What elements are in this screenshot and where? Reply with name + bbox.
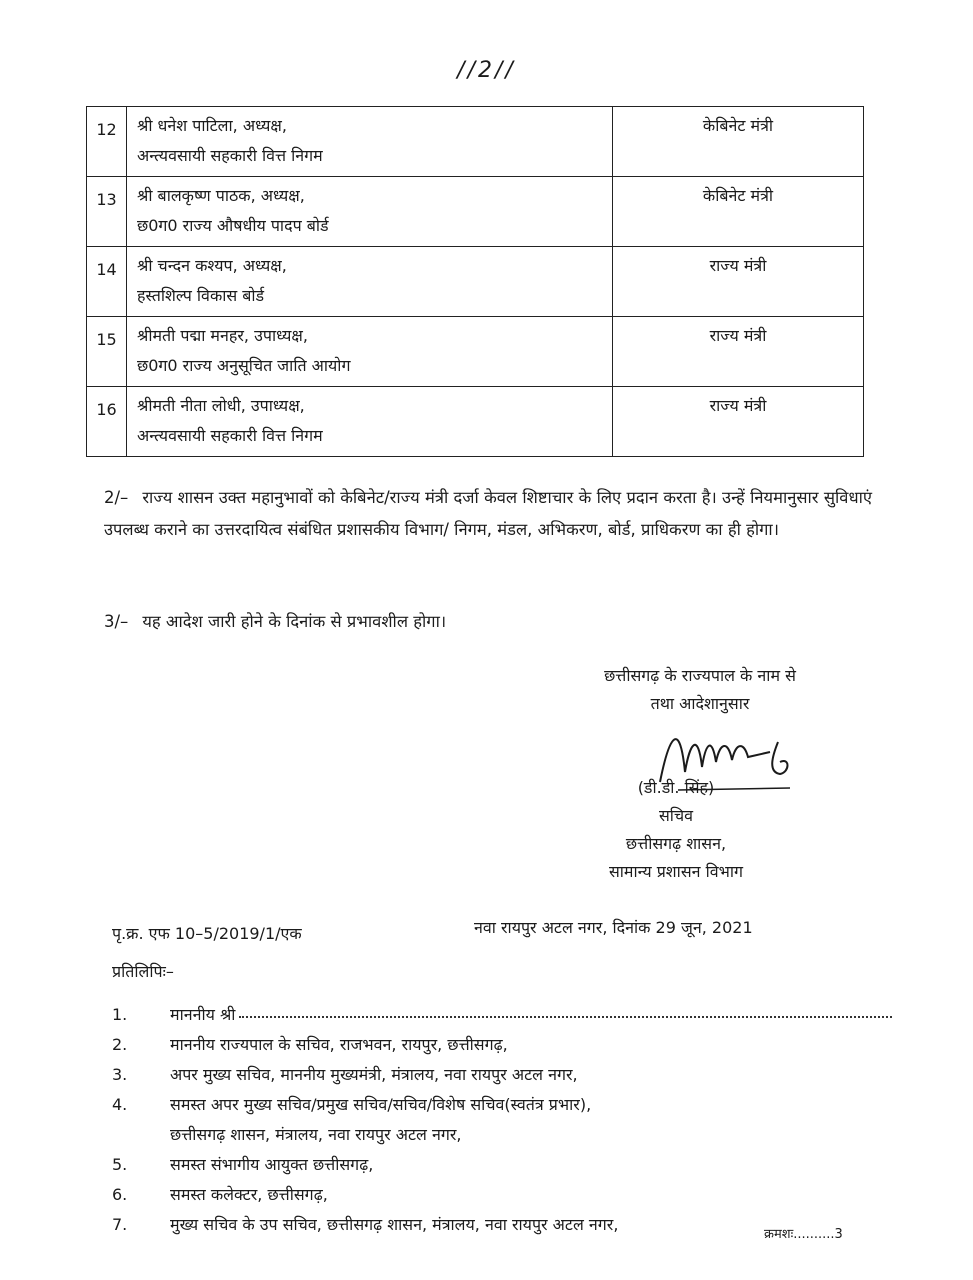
copy-heading: प्रतिलिपिः– (112, 962, 174, 981)
item-number: 6. (112, 1185, 128, 1204)
appointee-cell (127, 107, 613, 177)
table-row (87, 317, 864, 387)
item-number: 7. (112, 1215, 128, 1234)
rank-cell: राज्य मंत्री (613, 247, 864, 317)
paragraph-3 (104, 606, 872, 638)
rank-cell: केबिनेट मंत्री (613, 107, 864, 177)
authority-line-2: तथा आदेशानुसार (650, 694, 750, 713)
item-number: 4. (112, 1095, 128, 1114)
page-number: //2// (457, 58, 516, 83)
signatory-block (526, 774, 826, 886)
rank-cell: राज्य मंत्री (613, 317, 864, 387)
appointee-body: छ0ग0 राज्य औषधीय पादप बोर्ड (137, 216, 329, 235)
appointee-body: अन्त्यवसायी सहकारी वित्त निगम (137, 146, 323, 165)
order-reference: पृ.क्र. एफ 10–5/2019/1/एक (112, 924, 302, 943)
item-text: समस्त कलेक्टर, छत्तीसगढ़, (170, 1185, 328, 1204)
serial-number: 14 (87, 247, 127, 317)
table-row (87, 387, 864, 457)
authority-line (520, 662, 880, 718)
paragraph-number: 2/– (104, 488, 129, 507)
list-item (112, 1150, 892, 1180)
copy-list (112, 1000, 892, 1240)
paragraph-text: यह आदेश जारी होने के दिनांक से प्रभावशील होगा। (142, 612, 447, 631)
item-text: माननीय श्री (170, 1005, 236, 1024)
signatory-government: छत्तीसगढ़ शासन, (625, 834, 727, 853)
item-text: छत्तीसगढ़ शासन, मंत्रालय, नवा रायपुर अटल नगर, (170, 1125, 462, 1144)
list-item (112, 1000, 892, 1030)
appointee-name: श्री चन्दन कश्यप, अध्यक्ष, (137, 256, 287, 275)
appointments-table (86, 106, 864, 457)
list-item (112, 1120, 892, 1150)
rank-cell: राज्य मंत्री (613, 387, 864, 457)
appointee-name: श्रीमती पद्मा मनहर, उपाध्यक्ष, (137, 326, 308, 345)
authority-line-1: छत्तीसगढ़ के राज्यपाल के नाम से (604, 666, 796, 685)
appointee-body: अन्त्यवसायी सहकारी वित्त निगम (137, 426, 323, 445)
continued-marker: क्रमशः..........3 (764, 1227, 843, 1242)
order-date: नवा रायपुर अटल नगर, दिनांक 29 जून, 2021 (474, 918, 753, 937)
paragraph-text: राज्य शासन उक्त महानुभावों को केबिनेट/राज्य मंत्री दर्जा केवल शिष्टाचार के लिए प्रदान करता है। उन्हें नियमानुसार सुविधाएं उपलब्ध कराने का उत्तरदायित्व संबंधित प्रशासकीय विभाग/ निगम, मंडल, अभिकरण, बोर्ड, प्राधिकरण का ही होगा। (104, 488, 872, 539)
item-number: 3. (112, 1065, 128, 1084)
appointee-cell (127, 247, 613, 317)
list-item (112, 1030, 892, 1060)
item-text: अपर मुख्य सचिव, माननीय मुख्यमंत्री, मंत्रालय, नवा रायपुर अटल नगर, (170, 1065, 578, 1084)
serial-number: 15 (87, 317, 127, 387)
item-number: 2. (112, 1035, 128, 1054)
list-item (112, 1090, 892, 1120)
serial-number: 13 (87, 177, 127, 247)
appointee-name: श्री धनेश पाटिला, अध्यक्ष, (137, 116, 287, 135)
list-item (112, 1060, 892, 1090)
appointee-body: छ0ग0 राज्य अनुसूचित जाति आयोग (137, 356, 351, 375)
table-row (87, 247, 864, 317)
signatory-department: सामान्य प्रशासन विभाग (608, 862, 744, 881)
appointee-body: हस्तशिल्प विकास बोर्ड (137, 286, 265, 305)
serial-number: 12 (87, 107, 127, 177)
signatory-designation: सचिव (658, 806, 694, 825)
item-number (112, 1120, 170, 1150)
appointee-cell (127, 177, 613, 247)
item-text: समस्त अपर मुख्य सचिव/प्रमुख सचिव/सचिव/विशेष सचिव(स्वतंत्र प्रभार), (170, 1095, 592, 1114)
item-text: मुख्य सचिव के उप सचिव, छत्तीसगढ़ शासन, मंत्रालय, नवा रायपुर अटल नगर, (170, 1215, 619, 1234)
appointee-cell (127, 387, 613, 457)
paragraph-2 (104, 482, 872, 546)
appointee-name: श्री बालकृष्ण पाठक, अध्यक्ष, (137, 186, 305, 205)
item-text: माननीय राज्यपाल के सचिव, राजभवन, रायपुर, छत्तीसगढ़, (170, 1035, 508, 1054)
paragraph-number: 3/– (104, 612, 129, 631)
blank-line (239, 1000, 892, 1018)
table-row (87, 177, 864, 247)
item-number: 1. (112, 1005, 128, 1024)
appointee-name: श्रीमती नीता लोधी, उपाध्यक्ष, (137, 396, 305, 415)
appointee-cell (127, 317, 613, 387)
signatory-name: (डी.डी. सिंह) (637, 778, 715, 797)
item-number: 5. (112, 1155, 128, 1174)
serial-number: 16 (87, 387, 127, 457)
item-text: समस्त संभागीय आयुक्त छत्तीसगढ़, (170, 1155, 374, 1174)
list-item (112, 1180, 892, 1210)
table-row (87, 107, 864, 177)
rank-cell: केबिनेट मंत्री (613, 177, 864, 247)
